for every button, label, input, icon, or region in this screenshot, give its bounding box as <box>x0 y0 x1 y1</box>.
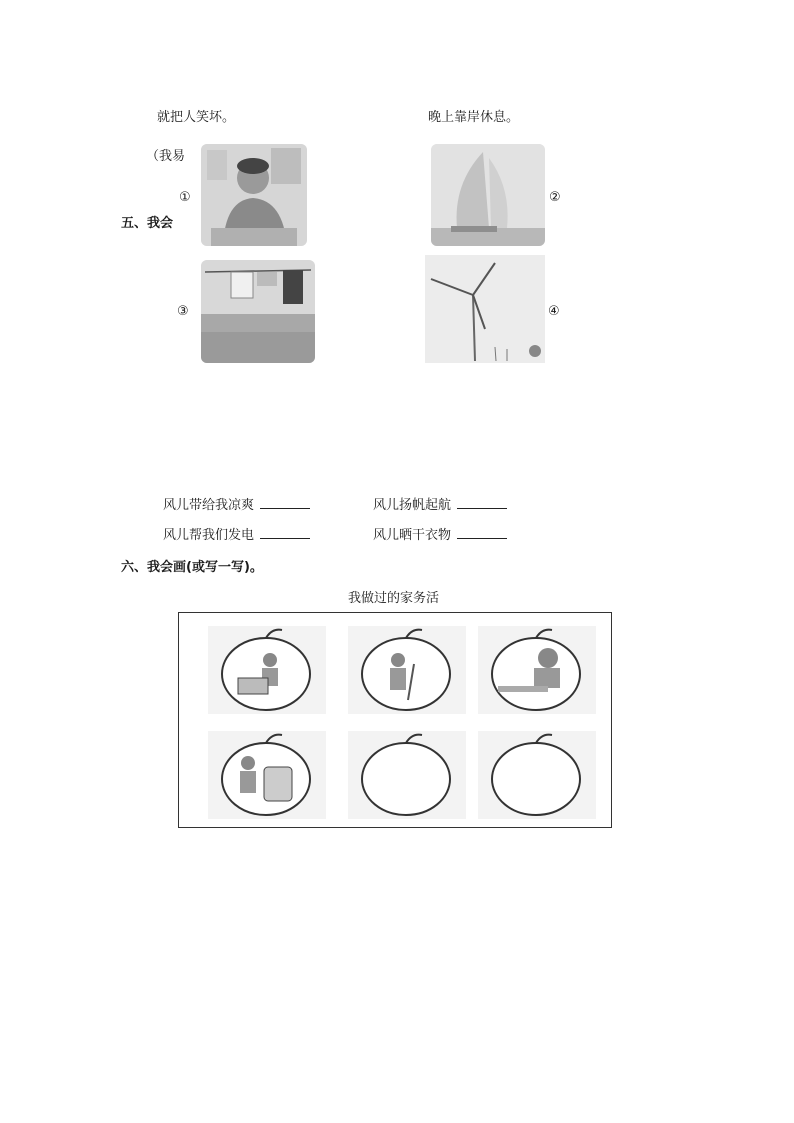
photo-laundry <box>201 260 315 363</box>
apple-empty-1 <box>348 731 466 819</box>
marker-4: ④ <box>548 304 560 319</box>
apple-empty-2 <box>478 731 596 819</box>
sailboat-illustration <box>431 144 545 246</box>
match-label-sail: 风儿扬帆起航 <box>373 498 452 513</box>
section-5-heading: 五、我会 <box>121 216 174 231</box>
match-item-4 <box>373 524 507 543</box>
match-item-3 <box>163 524 310 543</box>
marker-1: ① <box>179 190 191 205</box>
answer-blank-3[interactable] <box>260 526 310 539</box>
photo-sailboat <box>431 144 545 246</box>
match-label-dry: 风儿晒干衣物 <box>373 528 452 543</box>
match-item-1 <box>163 494 310 513</box>
answer-blank-2[interactable] <box>457 496 507 509</box>
photo-wind-turbine <box>425 255 545 363</box>
laundry-illustration <box>201 260 315 363</box>
boy-illustration <box>201 144 307 246</box>
poem-line-left: 就把人笑坏。 <box>157 110 236 125</box>
answer-blank-4[interactable] <box>457 526 507 539</box>
apple-cell-2 <box>348 626 466 714</box>
match-label-power: 风儿帮我们发电 <box>163 528 255 543</box>
apple-boy-wiping <box>478 626 596 714</box>
cutoff-text: （我易 <box>146 149 186 164</box>
answer-blank-1[interactable] <box>260 496 310 509</box>
marker-2: ② <box>549 190 561 205</box>
photo-boy <box>201 144 307 246</box>
apple-cell-3 <box>478 626 596 714</box>
apple-boy-sweeping <box>348 626 466 714</box>
apple-girl-trash <box>208 731 326 819</box>
section-6-heading: 六、我会画(或写一写)。 <box>121 560 263 575</box>
match-label-cool: 风儿带给我凉爽 <box>163 498 255 513</box>
apple-cell-6[interactable] <box>478 731 596 819</box>
apple-cell-1 <box>208 626 326 714</box>
drawing-frame <box>178 612 612 828</box>
match-item-2 <box>373 494 507 513</box>
apple-cell-4 <box>208 731 326 819</box>
apple-cell-5[interactable] <box>348 731 466 819</box>
box-title: 我做过的家务活 <box>348 591 440 606</box>
apple-girl-table <box>208 626 326 714</box>
marker-3: ③ <box>177 304 189 319</box>
poem-line-right: 晚上靠岸休息。 <box>428 110 520 125</box>
wind-turbine-illustration <box>425 255 545 363</box>
